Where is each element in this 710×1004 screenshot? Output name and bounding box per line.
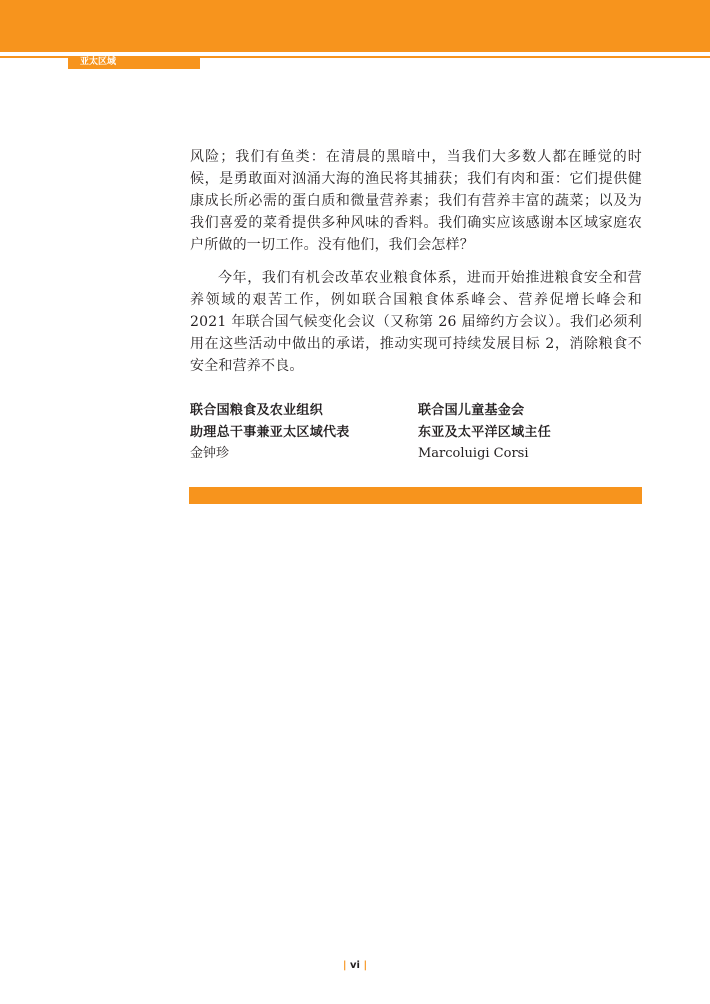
body-text <box>190 146 642 377</box>
page-number-value: vi <box>350 960 360 971</box>
page-number-divider: | <box>363 960 368 971</box>
signature-role: 东亚及太平洋区域主任 <box>418 425 552 440</box>
signature-name: 金钟珍 <box>190 446 230 461</box>
page-number <box>0 960 710 971</box>
signature-name: Marcoluigi Corsi <box>418 446 529 461</box>
page-number-divider: | <box>342 960 347 971</box>
signature-unicef <box>418 400 648 464</box>
signature-role: 助理总干事兼亚太区域代表 <box>190 425 350 440</box>
signature-organization: 联合国儿童基金会 <box>418 403 525 418</box>
signature-organization: 联合国粮食及农业组织 <box>190 403 324 418</box>
paragraph: 风险；我们有鱼类：在清晨的黑暗中，当我们大多数人都在睡觉的时候，是勇敢面对汹涌大海的渔民将其捕获；我们有肉和蛋：它们提供健康成长所必需的蛋白质和微量营养素；我们有营养丰富的蔬菜；以及为我们喜爱的菜肴提供多种风味的香料。我们确实应该感谢本区域家庭农户所做的一切工作。没有他们，我们会怎样？ <box>190 149 642 253</box>
paragraph: 今年，我们有机会改革农业粮食体系，进而开始推进粮食安全和营养领域的艰苦工作，例如联合国粮食体系峰会、营养促增长峰会和 2021 年联合国气候变化会议（又称第 26 届缔约方会议）。我们必须利用在这些活动中做出的承诺，推动实现可持续发展目标 2，消除粮食不安全和营养不良。 <box>190 270 642 374</box>
section-label: 亚太区域 <box>68 56 200 69</box>
section-end-bar <box>189 487 642 504</box>
signature-fao <box>190 400 420 464</box>
header-band <box>0 0 710 52</box>
